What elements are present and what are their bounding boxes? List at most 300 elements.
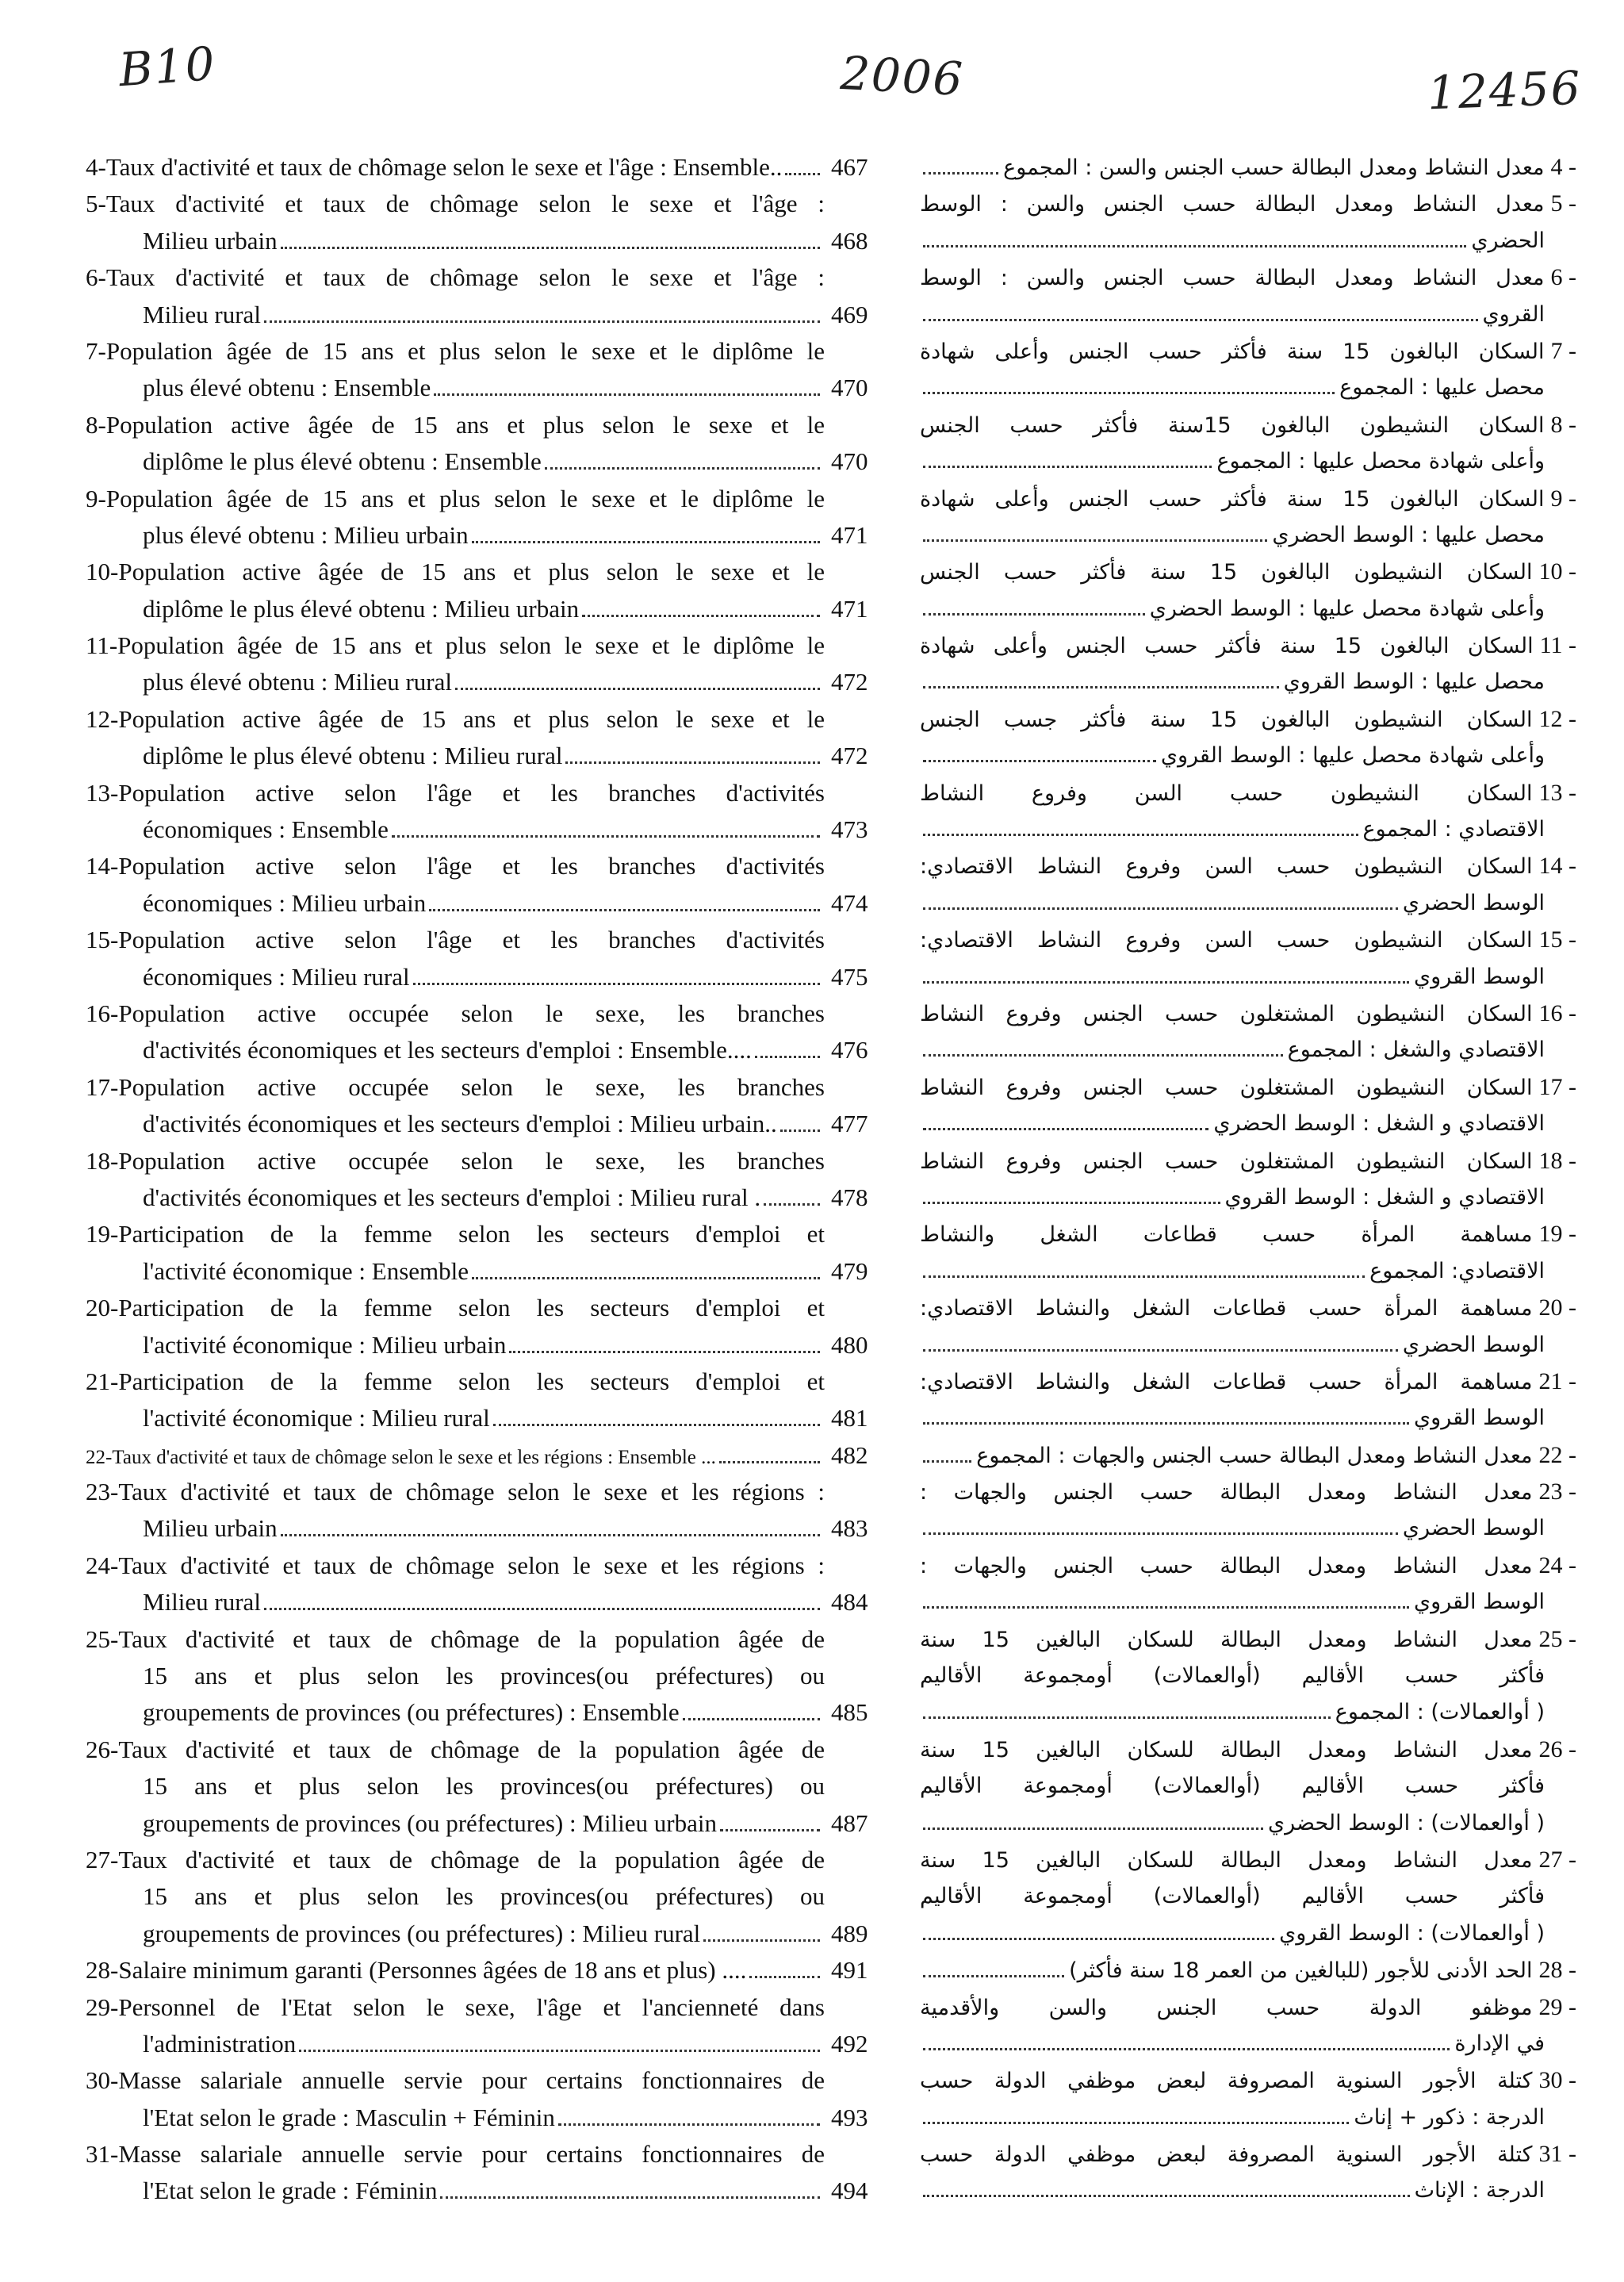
entry-text: الوسط الحضري [1402, 890, 1545, 915]
entry-line [880, 1474, 1624, 1510]
page-number: 480 [831, 1330, 868, 1359]
entry-text: وأعلى شهادة محصل عليها : الوسط القروي [1160, 743, 1545, 769]
dot-leader [923, 1532, 1398, 1535]
entry-text: السكان البالغون 15 سنة فأكثر حسب الجنس وأعلى شهادة [920, 634, 1534, 659]
entry-text: السكان النشيطون حسب السن وفروع النشاط الاقتصادي: [920, 854, 1533, 880]
french-entry [0, 775, 880, 849]
entry-line [880, 1732, 1624, 1768]
dot-leader [509, 1351, 820, 1353]
entry-number: 14 - [1538, 853, 1576, 880]
entry-text: 14-Population active selon l'âge et les branches d'activités [86, 852, 825, 880]
entry-text: diplôme le plus élevé obtenu : Milieu urbain [143, 594, 580, 623]
dot-leader [923, 1606, 1409, 1609]
arabic-entry [880, 1989, 1624, 2063]
entry-line [880, 1510, 1624, 1547]
dot-leader [923, 1128, 1208, 1130]
page-number: 468 [831, 226, 868, 255]
entry-text: 24-Taux d'activité et taux de chômage selon le sexe et les régions : [86, 1551, 825, 1579]
entry-text: d'activités économiques et les secteurs d'emploi : Milieu rural . [143, 1183, 761, 1211]
french-entry [0, 259, 880, 333]
entry-line [880, 481, 1624, 517]
french-entry [0, 407, 880, 481]
entry-text: l'administration [143, 2029, 297, 2058]
entry-line [0, 1327, 880, 1363]
toc-row [0, 481, 1624, 554]
arabic-entry [880, 1437, 1624, 1474]
dot-leader [755, 1056, 820, 1058]
toc-row [0, 922, 1624, 995]
french-entry [0, 1474, 880, 1548]
entry-text: 15 ans et plus selon les provinces(ou préfectures) ou [143, 1662, 825, 1690]
entry-line [880, 407, 1624, 443]
entry-line [880, 1253, 1624, 1290]
table-of-contents [0, 149, 1624, 2210]
page-number: 481 [831, 1404, 868, 1432]
dot-leader [281, 1534, 820, 1536]
entry-line [0, 2173, 880, 2209]
entry-text: 13-Population active selon l'âge et les branches d'activités [86, 778, 825, 807]
entry-line [0, 370, 880, 406]
entry-text: الاقتصادي : المجموع [1362, 817, 1545, 842]
entry-text: 18-Population active occupée selon le sexe, les branches [86, 1146, 825, 1175]
page-number: 470 [831, 447, 868, 476]
entry-text: الحد الأدنى للأجور (للبالغين من العمر 18 سنة فأكثر) [1069, 1958, 1533, 1984]
entry-text: الحضري [1471, 228, 1545, 253]
dot-leader [923, 981, 1409, 984]
page-number: 484 [831, 1588, 868, 1617]
entry-text: الاقتصادي و الشغل : الوسط القروي [1224, 1184, 1545, 1210]
entry-line [880, 370, 1624, 406]
entry-line [0, 1694, 880, 1731]
entry-line [0, 259, 880, 296]
arabic-entry [880, 848, 1624, 922]
entry-text: الدرجة : ذكور + إناث [1354, 2104, 1545, 2130]
french-entry [0, 333, 880, 407]
page-number: 472 [831, 668, 868, 696]
entry-line [0, 1032, 880, 1068]
entry-number: 7 - [1550, 337, 1576, 364]
entry-text: مساهمة المرأة حسب قطاعات الشغل والنشاط [920, 1222, 1533, 1248]
entry-line [880, 664, 1624, 700]
entry-text: 27-Taux d'activité et taux de chômage de la population âgée de [86, 1845, 825, 1874]
entry-line [880, 1952, 1624, 1989]
entry-text: معدل النشاط ومعدل البطالة للسكان البالغين 15 سنة [920, 1847, 1533, 1873]
entry-line [880, 2173, 1624, 2209]
entry-text: plus élevé obtenu : Ensemble [143, 374, 431, 402]
french-entry [0, 149, 880, 186]
entry-number: 19 - [1538, 1221, 1576, 1248]
entry-number: 12 - [1538, 705, 1576, 732]
page-number: 470 [831, 374, 868, 402]
entry-line [0, 1621, 880, 1658]
dot-leader [923, 1202, 1220, 1204]
entry-text: معدل النشاط ومعدل البطالة حسب الجنس والجهات : المجموع [976, 1443, 1533, 1468]
dot-leader [923, 466, 1212, 468]
entry-line [880, 1069, 1624, 1106]
entry-text: القروي [1482, 301, 1545, 327]
entry-line [880, 1694, 1624, 1731]
entry-number: 4 - [1550, 154, 1576, 180]
entry-line [880, 701, 1624, 738]
arabic-entry [880, 481, 1624, 554]
entry-text: فأكثر حسب الأقاليم (أوالعمالات) أومجموعة الأقاليم [920, 1884, 1545, 1909]
entry-line [0, 1474, 880, 1510]
entry-line [0, 701, 880, 738]
entry-number: 8 - [1550, 411, 1576, 438]
dot-leader [683, 1718, 820, 1720]
entry-line [880, 1658, 1624, 1694]
entry-number: 16 - [1538, 999, 1576, 1026]
entry-text: plus élevé obtenu : Milieu rural [143, 668, 452, 696]
french-entry [0, 1621, 880, 1732]
toc-row [0, 1952, 1624, 1989]
arabic-entry [880, 554, 1624, 627]
entry-text: 20-Participation de la femme selon les secteurs d'emploi et [86, 1294, 825, 1322]
dot-leader [719, 1461, 820, 1463]
entry-line [880, 1805, 1624, 1842]
dot-leader [923, 2195, 1410, 2197]
page-number: 474 [831, 888, 868, 917]
dot-leader [429, 909, 820, 911]
entry-line [0, 1290, 880, 1326]
entry-text: محصل عليها : المجموع [1339, 375, 1545, 401]
entry-text: groupements de provinces (ou préfectures) : Milieu urbain [143, 1808, 717, 1837]
toc-row [0, 186, 1624, 259]
page-number: 485 [831, 1698, 868, 1727]
arabic-entry [880, 922, 1624, 995]
arabic-entry [880, 149, 1624, 186]
entry-line [0, 1916, 880, 1952]
french-entry [0, 1069, 880, 1143]
page-number: 479 [831, 1256, 868, 1285]
toc-row [0, 848, 1624, 922]
entry-text: موظفو الدولة حسب الجنس والسن والأقدمية [920, 1995, 1533, 2020]
toc-row [0, 1290, 1624, 1363]
entry-line [880, 1878, 1624, 1915]
arabic-entry [880, 1621, 1624, 1732]
entry-line [0, 2062, 880, 2099]
entry-line [0, 1878, 880, 1915]
entry-text: 11-Population âgée de 15 ans et plus selon le sexe et le diplôme le [86, 631, 825, 660]
entry-line [0, 1732, 880, 1768]
arabic-entry [880, 186, 1624, 259]
entry-number: 22 - [1538, 1441, 1576, 1468]
entry-line [880, 1989, 1624, 2026]
french-entry [0, 1437, 880, 1474]
entry-text: ( أوالعمالات) : الوسط القروي [1279, 1920, 1545, 1946]
entry-line [880, 554, 1624, 590]
entry-text: ( أوالعمالات) : الوسط الحضري [1268, 1810, 1545, 1835]
entry-line [880, 443, 1624, 480]
entry-text: groupements de provinces (ou préfectures) : Milieu rural [143, 1919, 701, 1947]
page-number: 493 [831, 2103, 868, 2131]
entry-text: 15 ans et plus selon les provinces(ou préfectures) ou [143, 1882, 825, 1911]
entry-text: السكان النشيطون حسب السن وفروع النشاط الاقتصادي: [920, 928, 1533, 953]
entry-line [880, 627, 1624, 664]
entry-line [0, 1143, 880, 1179]
entry-line [880, 2062, 1624, 2099]
entry-line [880, 1584, 1624, 1620]
entry-line [0, 848, 880, 884]
entry-line [880, 1548, 1624, 1584]
entry-line [0, 1069, 880, 1106]
dot-leader [720, 1829, 820, 1831]
entry-text: l'Etat selon le grade : Masculin + Féminin [143, 2103, 555, 2131]
dot-leader [703, 1939, 820, 1942]
dot-leader [440, 2196, 820, 2199]
entry-line [880, 2100, 1624, 2136]
dot-leader [923, 1828, 1263, 1830]
entry-line [880, 1768, 1624, 1805]
entry-line [880, 1363, 1624, 1400]
dot-leader [923, 686, 1279, 688]
entry-text: معدل النشاط ومعدل البطالة حسب الجنس والجهات : [920, 1480, 1533, 1505]
entry-text: 5-Taux d'activité et taux de chômage selon le sexe et l'âge : [86, 190, 825, 218]
entry-text: l'activité économique : Milieu rural [143, 1404, 490, 1432]
entry-line [0, 1253, 880, 1290]
entry-line [0, 591, 880, 627]
entry-line [0, 995, 880, 1032]
entry-text: السكان النشيطون المشتغلون حسب الجنس وفروع النشاط [920, 1149, 1533, 1174]
entry-line [0, 1842, 880, 1878]
arabic-entry [880, 995, 1624, 1069]
entry-text: d'activités économiques et les secteurs d'emploi : Ensemble.... [143, 1036, 752, 1064]
entry-line [880, 1327, 1624, 1363]
page-number: 475 [831, 962, 868, 991]
entry-text: كتلة الأجور السنوية المصروفة لبعض موظفي الدولة حسب [920, 2142, 1533, 2168]
entry-line [0, 297, 880, 333]
entry-text: الوسط الحضري [1402, 1332, 1545, 1357]
entry-text: معدل النشاط ومعدل البطالة حسب الجنس والجهات : [920, 1553, 1533, 1578]
toc-row [0, 1437, 1624, 1474]
dot-leader [923, 539, 1267, 542]
entry-line [880, 885, 1624, 922]
french-entry [0, 701, 880, 775]
toc-row [0, 1143, 1624, 1217]
page-number: 494 [831, 2177, 868, 2205]
entry-line [0, 1658, 880, 1694]
entry-line [0, 627, 880, 664]
toc-row [0, 1548, 1624, 1621]
entry-line [0, 811, 880, 848]
entry-line [880, 738, 1624, 774]
entry-text: الاقتصادي و الشغل : الوسط الحضري [1213, 1111, 1545, 1137]
french-entry [0, 995, 880, 1069]
entry-line [0, 1437, 880, 1474]
entry-text: السكان النشيطون حسب السن وفروع النشاط [920, 780, 1533, 806]
dot-leader [264, 1608, 820, 1610]
entry-line [0, 333, 880, 370]
french-entry [0, 1143, 880, 1217]
entry-line [880, 297, 1624, 333]
toc-row [0, 775, 1624, 849]
entry-line [0, 407, 880, 443]
french-entry [0, 922, 880, 995]
entry-text: الدرجة : الإناث [1414, 2178, 1545, 2203]
entry-number: 5 - [1550, 190, 1576, 217]
entry-text: مساهمة المرأة حسب قطاعات الشغل والنشاط الاقتصادي: [920, 1296, 1533, 1321]
entry-text: plus élevé obtenu : Milieu urbain [143, 520, 469, 549]
entry-number: 13 - [1538, 779, 1576, 806]
toc-row [0, 1216, 1624, 1290]
entry-text: diplôme le plus élevé obtenu : Ensemble [143, 447, 542, 476]
page-number: 467 [831, 153, 868, 181]
arabic-entry [880, 1290, 1624, 1363]
dot-leader [764, 1203, 820, 1206]
entry-number: 20 - [1538, 1294, 1576, 1321]
arabic-entry [880, 1143, 1624, 1217]
entry-text: économiques : Milieu rural [143, 962, 410, 991]
entry-line [880, 149, 1624, 186]
arabic-entry [880, 701, 1624, 775]
entry-line [880, 1032, 1624, 1068]
entry-line [0, 1952, 880, 1989]
entry-text: 21-Participation de la femme selon les secteurs d'emploi et [86, 1367, 825, 1395]
french-entry [0, 186, 880, 259]
dot-leader [923, 1349, 1398, 1352]
page-number: 487 [831, 1808, 868, 1837]
page-number: 478 [831, 1183, 868, 1211]
entry-line [0, 922, 880, 958]
entry-text: 12-Population active âgée de 15 ans et plus selon le sexe et le [86, 704, 825, 733]
entry-line [0, 149, 880, 186]
dot-leader [923, 834, 1358, 836]
entry-text: d'activités économiques et les secteurs d'emploi : Milieu urbain.. [143, 1110, 777, 1138]
entry-line [880, 2026, 1624, 2062]
entry-line [0, 2136, 880, 2173]
entry-line [880, 922, 1624, 958]
entry-text: فأكثر حسب الأقاليم (أوالعمالات) أومجموعة الأقاليم [920, 1663, 1545, 1689]
dot-leader [923, 1975, 1064, 1977]
toc-row [0, 1363, 1624, 1437]
dot-leader [923, 172, 998, 175]
french-entry [0, 848, 880, 922]
entry-line [880, 1916, 1624, 1952]
arabic-entry [880, 407, 1624, 481]
entry-line [0, 481, 880, 517]
arabic-entry [880, 1363, 1624, 1437]
entry-text: السكان النشيطون المشتغلون حسب الجنس وفروع النشاط [920, 1001, 1533, 1026]
dot-leader [923, 1460, 971, 1463]
arabic-entry [880, 1732, 1624, 1842]
page-number: 471 [831, 594, 868, 623]
arabic-entry [880, 1952, 1624, 1989]
entry-text: السكان البالغون 15 سنة فأكثر حسب الجنس وأعلى شهادة [920, 339, 1545, 364]
toc-row [0, 149, 1624, 186]
entry-text: في الإدارة [1454, 2031, 1545, 2056]
entry-line [880, 775, 1624, 811]
entry-line [880, 1290, 1624, 1326]
entry-text: ( أوالعمالات) : المجموع [1335, 1700, 1545, 1725]
page-number: 491 [831, 1956, 868, 1985]
entry-text: معدل النشاط ومعدل البطالة حسب الجنس والسن : الوسط [920, 192, 1545, 217]
toc-row [0, 701, 1624, 775]
entry-line [0, 1106, 880, 1142]
entry-line [880, 1437, 1624, 1474]
french-entry [0, 1842, 880, 1952]
entry-text: السكان النشيطون البالغون 15 سنة فأكثر جسب الجنس [920, 707, 1533, 732]
entry-number: 23 - [1538, 1479, 1576, 1505]
entry-text: 29-Personnel de l'Etat selon le sexe, l'âge et l'ancienneté dans [86, 1992, 825, 2021]
entry-line [0, 959, 880, 995]
entry-text: 17-Population active occupée selon le sexe, les branches [86, 1072, 825, 1101]
dot-leader [299, 2050, 820, 2052]
entry-line [880, 591, 1624, 627]
entry-line [0, 1179, 880, 1216]
handwritten-mark-right: 12456 [1426, 60, 1583, 121]
dot-leader [923, 392, 1335, 394]
entry-number: 24 - [1538, 1551, 1576, 1578]
entry-line [0, 1548, 880, 1584]
entry-text: 4-Taux d'activité et taux de chômage selon le sexe et l'âge : Ensemble.. [86, 153, 783, 181]
dot-leader [281, 247, 820, 249]
dot-leader [582, 615, 820, 617]
arabic-entry [880, 1842, 1624, 1952]
french-entry [0, 627, 880, 701]
entry-number: 21 - [1538, 1367, 1576, 1394]
entry-line [0, 2026, 880, 2062]
entry-number: 26 - [1538, 1735, 1576, 1762]
entry-text: معدل النشاط ومعدل البطالة حسب الجنس والسن : الوسط [920, 266, 1545, 291]
entry-text: محصل عليها : الوسط القروي [1283, 669, 1545, 695]
entry-number: 27 - [1538, 1846, 1576, 1873]
dot-leader [434, 393, 820, 396]
entry-text: 30-Masse salariale annuelle servie pour certains fonctionnaires de [86, 2066, 825, 2095]
entry-line [0, 664, 880, 700]
dot-leader [780, 1129, 820, 1132]
entry-line [880, 1216, 1624, 1252]
arabic-entry [880, 1069, 1624, 1143]
dot-leader [472, 541, 820, 543]
arabic-entry [880, 1216, 1624, 1290]
entry-text: وأعلى شهادة محصل عليها : الوسط الحضري [1149, 596, 1545, 621]
entry-line [880, 1106, 1624, 1142]
entry-text: groupements de provinces (ou préfectures) : Ensemble [143, 1698, 680, 1727]
entry-line [0, 554, 880, 590]
entry-line [880, 959, 1624, 995]
entry-line [0, 223, 880, 259]
entry-line [880, 1179, 1624, 1216]
entry-text: 6-Taux d'activité et taux de chômage selon le sexe et l'âge : [86, 263, 825, 292]
entry-line [0, 775, 880, 811]
entry-text: 23-Taux d'activité et taux de chômage selon le sexe et les régions : [86, 1478, 825, 1506]
entry-text: 22-Taux d'activité et taux de chômage selon le sexe et les régions : Ensemble ... [86, 1446, 716, 1468]
dot-leader [923, 319, 1478, 321]
entry-text: Milieu urbain [143, 226, 278, 255]
dot-leader [923, 1938, 1274, 1940]
entry-line [0, 443, 880, 480]
dot-leader [749, 1976, 820, 1978]
toc-row [0, 333, 1624, 407]
arabic-entry [880, 259, 1624, 333]
entry-line [0, 738, 880, 774]
arabic-entry [880, 775, 1624, 849]
page-number: 477 [831, 1110, 868, 1138]
entry-number: 31 - [1538, 2141, 1576, 2168]
entry-text: 25-Taux d'activité et taux de chômage de la population âgée de [86, 1624, 825, 1653]
entry-text: الاقتصادي والشغل : المجموع [1287, 1037, 1545, 1063]
page-number: 473 [831, 815, 868, 844]
page-number: 489 [831, 1919, 868, 1947]
entry-line [0, 517, 880, 554]
entry-number: 18 - [1538, 1147, 1576, 1174]
dot-leader [923, 2048, 1450, 2050]
entry-text: Milieu rural [143, 300, 261, 328]
entry-text: معدل النشاط ومعدل البطالة حسب الجنس والسن : المجموع [1003, 155, 1545, 180]
entry-line [880, 2136, 1624, 2173]
toc-row [0, 554, 1624, 627]
entry-text: كتلة الأجور السنوية المصروفة لبعض موظفي الدولة حسب [920, 2069, 1533, 2094]
